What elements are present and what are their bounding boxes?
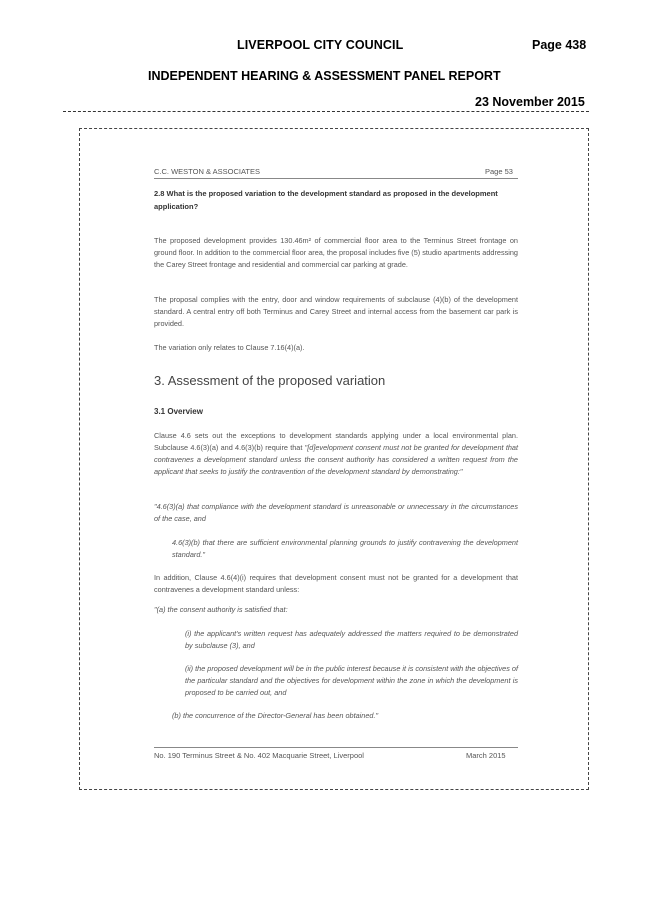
- section-title: Assessment of the proposed variation: [167, 373, 386, 388]
- embedded-header-rule: [154, 178, 518, 179]
- quote-item-b: (b) the concurrence of the Director-General has been obtained.": [172, 711, 379, 720]
- paragraph-entry-compliance: The proposal complies with the entry, door and window requirements of subclause (4)(b) of the development standard. A central entry off both Terminus and Carey Street and internal access from the basement car park is provided.: [154, 295, 518, 328]
- paragraph-clause-4-6-4: In addition, Clause 4.6(4)(i) requires that development consent must not be granted for a development that contravenes a development standard unless:: [154, 573, 518, 594]
- quote-item-a: "(a) the consent authority is satisfied that:: [154, 605, 288, 614]
- paragraph-clause-4-6: [154, 430, 518, 478]
- subsection-heading: 3.1 Overview: [154, 407, 203, 416]
- report-title: INDEPENDENT HEARING & ASSESSMENT PANEL REPORT: [148, 69, 501, 83]
- embedded-footer-address: No. 190 Terminus Street & No. 402 Macquarie Street, Liverpool: [154, 751, 364, 760]
- quote-4-6-3-b: 4.6(3)(b) that there are sufficient environmental planning grounds to justify contravening the development standard.": [172, 538, 518, 559]
- quote-item-a-i: (i) the applicant's written request has adequately addressed the matters required to be demonstrated by subclause (3), and: [185, 629, 518, 650]
- quote-4-6-3-a: "4.6(3)(a) that compliance with the development standard is unreasonable or unnecessary in the circumstances of the case, and: [154, 502, 518, 523]
- paragraph-commercial-floor-area: The proposed development provides 130.46m² of commercial floor area to the Terminus Street frontage on ground floor. In addition to the commercial floor area, the proposal includes five (5) studio apartments addressing the Carey Street frontage and residential and commercial car parking at grade.: [154, 236, 518, 269]
- embedded-footer-rule: [154, 747, 518, 748]
- embedded-footer-date: March 2015: [466, 751, 506, 760]
- report-date: 23 November 2015: [475, 95, 585, 109]
- council-name: LIVERPOOL CITY COUNCIL: [237, 38, 404, 52]
- section-number: 3.: [154, 373, 165, 388]
- section-heading: [154, 373, 385, 388]
- header-divider: [63, 111, 589, 112]
- embedded-page-number: Page 53: [485, 167, 513, 176]
- quote-item-a-ii: (ii) the proposed development will be in the public interest because it is consistent with the objectives of the particular standard and the objectives for development within the zone in which the development is proposed to be carried out, and: [185, 664, 518, 697]
- question-heading: 2.8 What is the proposed variation to the development standard as proposed in the development application?: [154, 189, 498, 211]
- clause-4-6-text: Clause 4.6 sets out the exceptions to development standards applying under a local environmental plan. Subclause 4.6(3)(a) and 4.6(3)(b) require that: [154, 431, 518, 452]
- embedded-firm-name: C.C. WESTON & ASSOCIATES: [154, 167, 260, 176]
- clause-4-6-quote: "[d]evelopment consent must not be granted for development that contravenes a development standard unless the consent authority has considered a written request from the applicant that seeks to justify the contravention of the development standard by demonstrating:": [154, 443, 518, 476]
- paragraph-variation-clause: The variation only relates to Clause 7.16(4)(a).: [154, 343, 305, 352]
- report-page-number: Page 438: [532, 38, 587, 52]
